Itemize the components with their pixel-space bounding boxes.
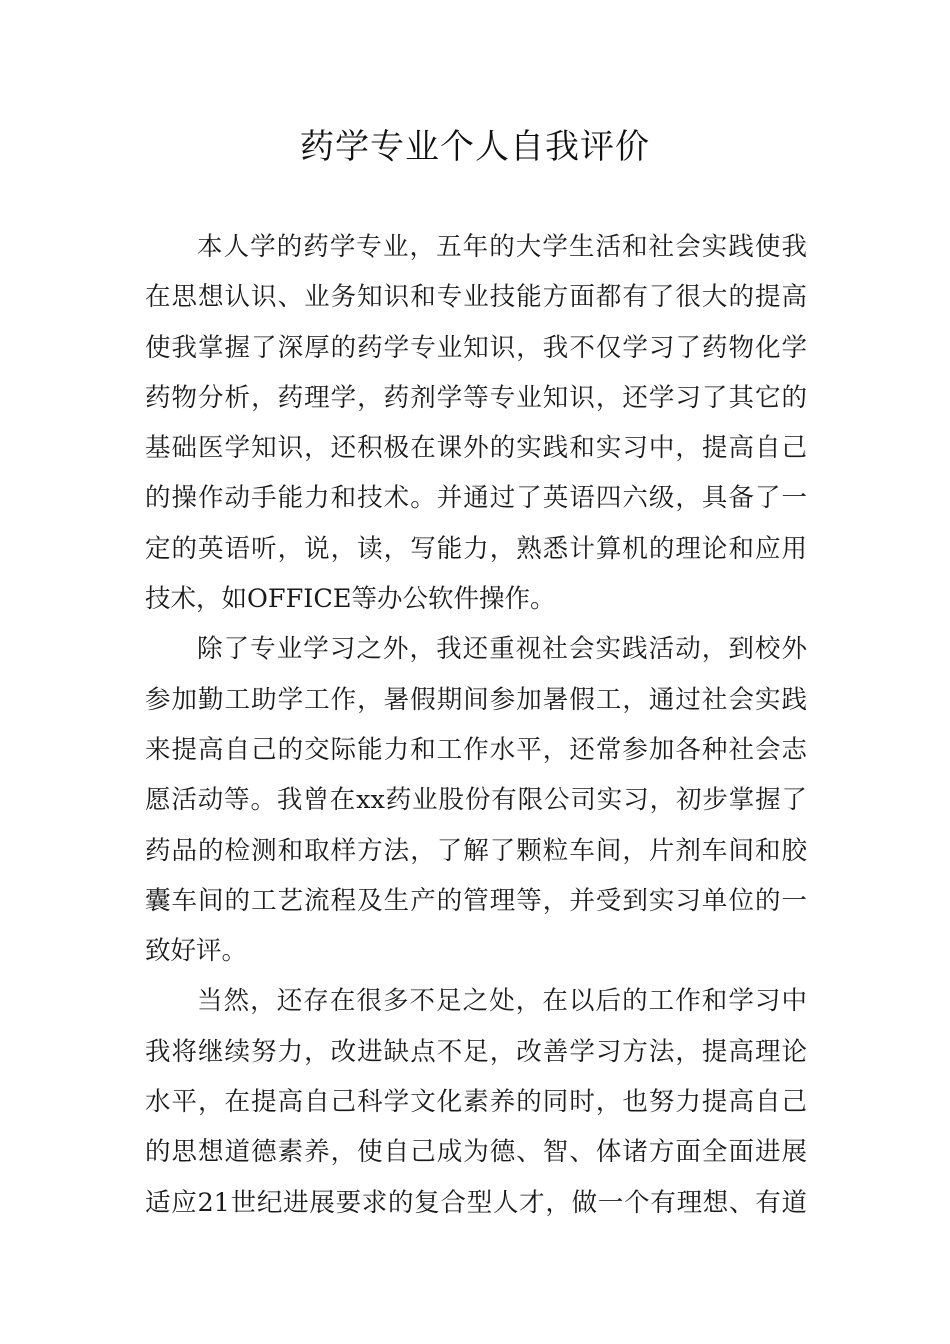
paragraph-2-line-3: 来提高自己的交际能力和工作水平，还常参加各种社会志 xyxy=(145,734,807,765)
paragraph-1-line-7: 定的英语听，说，读，写能力，熟悉计算机的理论和应用 xyxy=(145,533,807,564)
paragraph-2-line-2: 参加勤工助学工作，暑假期间参加暑假工，通过社会实践 xyxy=(145,684,807,715)
paragraph-2-line-4: 愿活动等。我曾在xx药业股份有限公司实习，初步掌握了 xyxy=(145,785,807,816)
paragraph-1-line-6: 的操作动手能力和技术。并通过了英语四六级，具备了一 xyxy=(145,483,807,514)
paragraph-2-line-7: 致好评。 xyxy=(145,936,248,967)
paragraph-1-line-3: 使我掌握了深厚的药学专业知识，我不仅学习了药物化学 xyxy=(145,332,807,363)
paragraph-1-line-4: 药物分析，药理学，药剂学等专业知识，还学习了其它的 xyxy=(145,382,807,413)
paragraph-1-line-5: 基础医学知识，还积极在课外的实践和实习中，提高自己 xyxy=(145,433,807,464)
paragraph-3-line-4: 的思想道德素养，使自己成为德、智、体诸方面全面进展 xyxy=(145,1137,807,1168)
paragraph-3-line-5: 适应21世纪进展要求的复合型人才，做一个有理想、有道 xyxy=(145,1187,807,1218)
paragraph-2-line-5: 药品的检测和取样方法，了解了颗粒车间，片剂车间和胶 xyxy=(145,835,807,866)
paragraph-3-line-2: 我将继续努力，改进缺点不足，改善学习方法，提高理论 xyxy=(145,1036,807,1067)
document-body xyxy=(145,222,807,1228)
document-title: 药学专业个人自我评价 xyxy=(300,127,650,167)
paragraph-3-line-3: 水平，在提高自己科学文化素养的同时，也努力提高自己 xyxy=(145,1087,807,1118)
paragraph-1-line-8: 技术，如OFFICE等办公软件操作。 xyxy=(145,584,556,615)
paragraph-3-line-1: 当然，还存在很多不足之处，在以后的工作和学习中 xyxy=(197,986,807,1017)
paragraph-1-line-1: 本人学的药学专业，五年的大学生活和社会实践使我 xyxy=(197,232,807,262)
paragraph-2-line-1: 除了专业学习之外，我还重视社会实践活动，到校外 xyxy=(197,634,807,665)
paragraph-2-line-6: 囊车间的工艺流程及生产的管理等，并受到实习单位的一 xyxy=(145,885,807,916)
paragraph-1-line-2: 在思想认识、业务知识和专业技能方面都有了很大的提高 xyxy=(145,282,807,313)
